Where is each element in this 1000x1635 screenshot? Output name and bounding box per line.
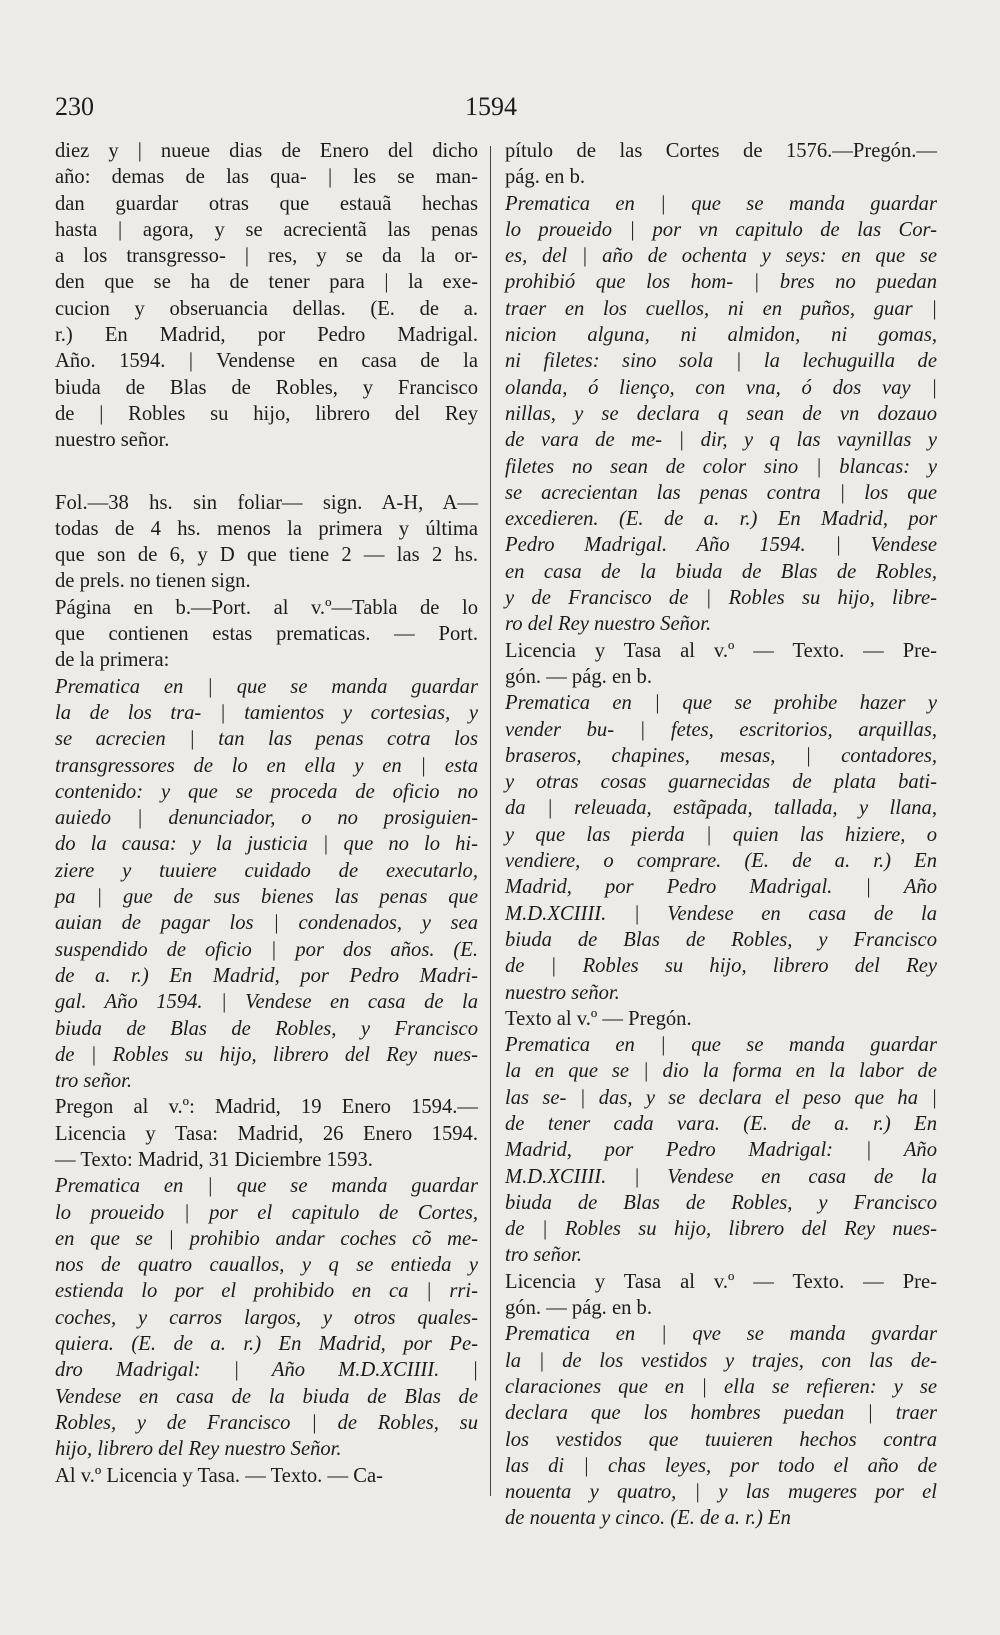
text-line: coches, y carros largos, y otros quales-	[55, 1306, 478, 1329]
text-line: todas de 4 hs. menos la primera y última	[55, 517, 478, 540]
text-line: en casa de la biuda de Blas de Robles,	[505, 560, 937, 583]
text-line: nos de quatro cauallos, y q se entieda y	[55, 1254, 478, 1277]
text-line: declara que los hombres puedan | traer	[505, 1402, 937, 1425]
text-line: vender bu- | fetes, escritorios, arquillas,	[505, 718, 937, 741]
text-line: Robles, y de Francisco | de Robles, su	[55, 1411, 478, 1434]
text-line: biuda de Blas de Robles, y Francisco	[505, 1191, 937, 1214]
text-line: Madrid, por Pedro Madrigal. | Año	[505, 876, 937, 899]
text-line: de la primera:	[55, 649, 170, 672]
text-line: quiera. (E. de a. r.) En Madrid, por Pe-	[55, 1333, 478, 1356]
text-line: Página en b.—Port. al v.º—Tabla de lo	[55, 596, 478, 619]
text-line: gón. — pág. en b.	[505, 665, 652, 688]
text-line: de a. r.) En Madrid, por Pedro Madri-	[55, 964, 478, 987]
text-line: hijo, librero del Rey nuestro Señor.	[55, 1438, 342, 1461]
text-line: braseros, chapines, mesas, | contadores,	[505, 744, 937, 767]
text-line: la | de los vestidos y trajes, con las de-	[505, 1349, 937, 1372]
text-line: pítulo de las Cortes de 1576.—Pregón.—	[505, 140, 937, 162]
text-line: y de Francisco de | Robles su hijo, libre-	[505, 587, 937, 610]
text-line: biuda de Blas de Robles, y Francisco	[55, 376, 478, 399]
text-line: suspendido de oficio | por dos años. (E.	[55, 938, 478, 961]
text-line: contenido: y que se proceda de oficio no	[55, 780, 478, 803]
text-line: Licencia y Tasa: Madrid, 26 Enero 1594.	[55, 1122, 478, 1145]
text-line: nuestro señor.	[505, 981, 620, 1004]
text-line: prohibió que los hom- | bres no puedan	[505, 271, 937, 294]
text-line: tro señor.	[505, 1244, 583, 1267]
text-line: Licencia y Tasa al v.º — Texto. — Pre-	[505, 639, 937, 662]
text-line: Prematica en | qve se manda gvardar	[505, 1323, 937, 1346]
text-line: año: demas de las qua- | les se man-	[55, 166, 478, 189]
text-line: estienda lo por el prohibido en ca | rri-	[55, 1280, 478, 1303]
text-line: nillas, y se declara q sean de vn dozauo	[505, 402, 937, 425]
text-line: gón. — pág. en b.	[505, 1297, 652, 1320]
paragraph-gap	[55, 454, 478, 490]
text-line: pág. en b.	[505, 166, 586, 189]
text-line: y otras cosas guarnecidas de plata bati-	[505, 771, 937, 794]
text-line: excedieren. (E. de a. r.) En Madrid, por	[505, 508, 937, 531]
text-line: lo proueido | por vn capitulo de las Cor-	[505, 218, 937, 241]
text-line: la de los tra- | tamientos y cortesias, y	[55, 701, 478, 724]
text-line: ro del Rey nuestro Señor.	[505, 613, 712, 636]
text-line: M.D.XCIIII. | Vendese en casa de la	[505, 1165, 937, 1188]
text-line: que contienen estas prematicas. — Port.	[55, 623, 478, 646]
text-line: Año. 1594. | Vendense en casa de la	[55, 350, 478, 373]
column-divider	[490, 146, 491, 1496]
text-line: Vendese en casa de la biuda de Blas de	[55, 1385, 478, 1408]
text-line: claraciones que en | ella se refieren: y se	[505, 1375, 937, 1398]
text-line: tro señor.	[55, 1070, 133, 1093]
text-line: en que se | prohibio andar coches cõ me-	[55, 1227, 478, 1250]
text-line: — Texto: Madrid, 31 Diciembre 1593.	[55, 1148, 373, 1171]
text-line: las se- | das, y se declara el peso que ha |	[505, 1086, 937, 1109]
text-line: de | Robles su hijo, librero del Rey nues-	[505, 1218, 937, 1241]
text-line: filetes no sean de color sino | blancas: y	[505, 455, 937, 478]
text-line: de | Robles su hijo, librero del Rey	[55, 402, 478, 425]
text-line: nicion alguna, ni almidon, ni gomas,	[505, 324, 937, 347]
text-line: se acrecien | tan las penas cotra los	[55, 728, 478, 751]
page-header	[0, 92, 1000, 132]
text-line: de prels. no tienen sign.	[55, 570, 251, 593]
text-line: y que las pierda | quien las hiziere, o	[505, 823, 937, 846]
running-year: 1594	[465, 92, 517, 121]
text-line: biuda de Blas de Robles, y Francisco	[55, 1017, 478, 1040]
text-line: auiedo | denunciador, o no prosiguien-	[55, 807, 478, 830]
text-line: biuda de Blas de Robles, y Francisco	[505, 928, 937, 951]
text-line: las di | chas leyes, por todo el año de	[505, 1454, 937, 1477]
text-line: do la causa: y la justicia | que no lo hi-	[55, 833, 478, 856]
text-line: M.D.XCIIII. | Vendese en casa de la	[505, 902, 937, 925]
text-line: Prematica en | que se manda guardar	[505, 1034, 937, 1057]
text-line: da | releuada, estãpada, tallada, y llana,	[505, 797, 937, 820]
text-line: Prematica en | que se manda guardar	[55, 675, 478, 698]
text-line: Licencia y Tasa al v.º — Texto. — Pre-	[505, 1270, 937, 1293]
text-line: Al v.º Licencia y Tasa. — Texto. — Ca-	[55, 1464, 383, 1487]
text-line: de | Robles su hijo, librero del Rey nues-	[55, 1043, 478, 1066]
text-line: Madrid, por Pedro Madrigal: | Año	[505, 1139, 937, 1162]
text-line: nuestro señor.	[55, 429, 170, 452]
text-line: vendiere, o comprare. (E. de a. r.) En	[505, 850, 937, 873]
text-line: nouenta y quatro, | y las mugeres por el	[505, 1481, 937, 1504]
text-line: que son de 6, y D que tiene 2 — las 2 hs.	[55, 544, 478, 567]
text-line: Prematica en | que se prohibe hazer y	[505, 692, 937, 715]
text-line: auian de pagar los | condenados, y sea	[55, 912, 478, 935]
text-line: transgressores de lo en ella y en | esta	[55, 754, 478, 777]
text-line: ni filetes: sino sola | la lechuguilla de	[505, 350, 937, 373]
text-line: diez y | nueue dias de Enero del dicho	[55, 140, 478, 162]
text-line: de nouenta y cinco. (E. de a. r.) En	[505, 1507, 791, 1530]
text-line: Pregon al v.º: Madrid, 19 Enero 1594.—	[55, 1096, 478, 1119]
text-line: gal. Año 1594. | Vendese en casa de la	[55, 991, 478, 1014]
text-line: Prematica en | que se manda guardar	[505, 192, 937, 215]
text-line: pa | gue de sus bienes las penas que	[55, 886, 478, 909]
text-line: es, del | año de ochenta y seys: en que se	[505, 245, 937, 268]
left-column	[55, 138, 478, 1489]
text-line: de tener cada vara. (E. de a. r.) En	[505, 1112, 937, 1135]
text-line: a los transgresso- | res, y se da la or-	[55, 245, 478, 268]
text-line: dro Madrigal: | Año M.D.XCIIII. |	[55, 1359, 478, 1382]
text-line: traer en los cuellos, ni en puños, guar |	[505, 297, 937, 320]
text-line: se acrecientan las penas contra | los que	[505, 481, 937, 504]
text-line: Prematica en | que se manda guardar	[55, 1175, 478, 1198]
text-line: Pedro Madrigal. Año 1594. | Vendese	[505, 534, 937, 557]
right-column	[505, 138, 937, 1532]
text-line: dan guardar otras que estauã hechas	[55, 192, 478, 215]
page-number: 230	[55, 92, 94, 121]
text-line: den que se ha de tener para | la exe-	[55, 271, 478, 294]
text-line: cucion y obseruancia dellas. (E. de a.	[55, 297, 478, 320]
text-line: lo proueido | por el capitulo de Cortes,	[55, 1201, 478, 1224]
text-line: Texto al v.º — Pregón.	[505, 1007, 692, 1030]
text-line: ziere y tuuiere cuidado de executarlo,	[55, 859, 478, 882]
text-line: la en que se | dio la forma en la labor de	[505, 1060, 937, 1083]
text-line: Fol.—38 hs. sin foliar— sign. A-H, A—	[55, 491, 478, 514]
text-line: hasta | agora, y se acrecientã las penas	[55, 218, 478, 241]
text-line: r.) En Madrid, por Pedro Madrigal.	[55, 324, 478, 347]
text-line: de | Robles su hijo, librero del Rey	[505, 955, 937, 978]
text-line: olanda, ó lienço, con vna, ó dos vay |	[505, 376, 937, 399]
text-line: de vara de me- | dir, y q las vaynillas y	[505, 429, 937, 452]
text-line: los vestidos que tuuieren hechos contra	[505, 1428, 937, 1451]
